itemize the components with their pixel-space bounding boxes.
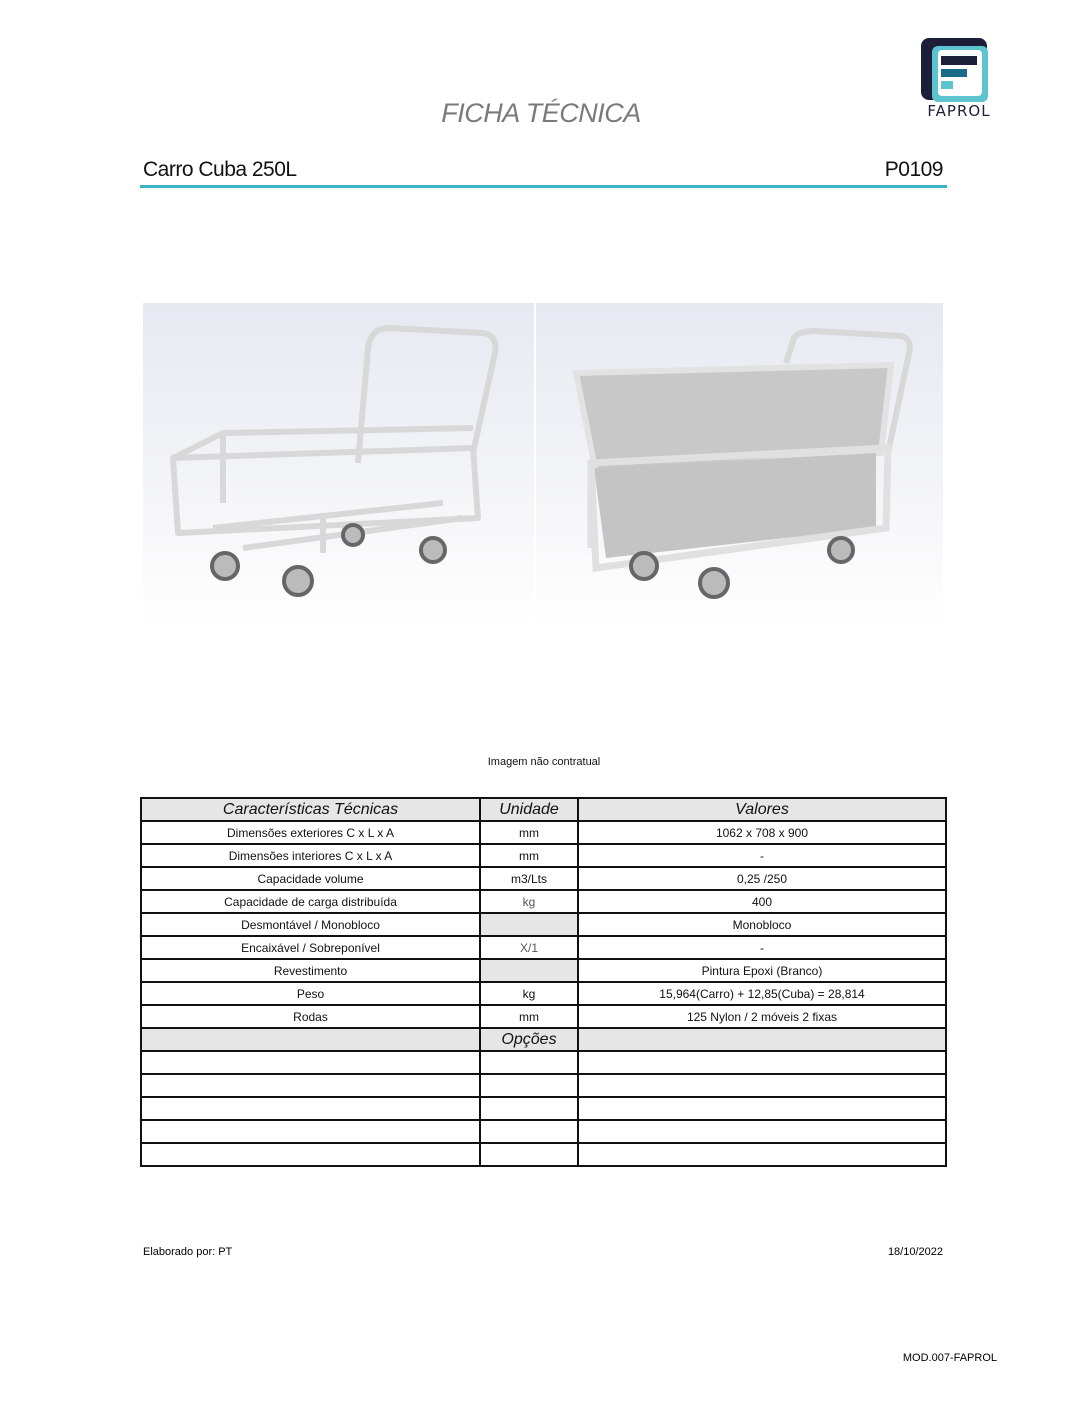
header-unit: Unidade	[480, 798, 578, 821]
empty-cell	[480, 1143, 578, 1166]
title-divider	[140, 185, 947, 188]
table-row	[141, 982, 946, 1005]
header-characteristics: Características Técnicas	[141, 798, 480, 821]
row-value: 125 Nylon / 2 móveis 2 fixas	[578, 1005, 946, 1028]
product-name: Carro Cuba 250L	[143, 158, 297, 181]
row-label: Capacidade volume	[141, 867, 480, 890]
options-header-row	[141, 1028, 946, 1051]
empty-cell	[480, 1097, 578, 1120]
row-value: 0,25 /250	[578, 867, 946, 890]
row-unit	[480, 913, 578, 936]
row-unit: kg	[480, 890, 578, 913]
row-value: 15,964(Carro) + 12,85(Cuba) = 28,814	[578, 982, 946, 1005]
row-unit: X/1	[480, 936, 578, 959]
row-label: Dimensões interiores C x L x A	[141, 844, 480, 867]
empty-cell	[480, 1074, 578, 1097]
row-label: Revestimento	[141, 959, 480, 982]
document-title: FICHA TÉCNICA	[441, 98, 641, 128]
options-blank-cell	[578, 1028, 946, 1051]
cart-frame-image	[143, 303, 534, 623]
table-row	[141, 821, 946, 844]
empty-row	[141, 1051, 946, 1074]
row-label: Peso	[141, 982, 480, 1005]
empty-cell	[578, 1143, 946, 1166]
table-row	[141, 959, 946, 982]
empty-cell	[578, 1074, 946, 1097]
row-unit	[480, 959, 578, 982]
empty-cell	[141, 1051, 480, 1074]
image-caption: Imagem não contratual	[487, 756, 601, 768]
cart-with-tub-image	[536, 303, 943, 623]
row-unit: kg	[480, 982, 578, 1005]
row-value: Monobloco	[578, 913, 946, 936]
row-label: Dimensões exteriores C x L x A	[141, 821, 480, 844]
empty-row	[141, 1120, 946, 1143]
table-header-row	[141, 798, 946, 821]
empty-cell	[141, 1097, 480, 1120]
row-label: Rodas	[141, 1005, 480, 1028]
empty-cell	[141, 1120, 480, 1143]
specs-table	[140, 797, 947, 1167]
prepared-by: Elaborado por: PT	[143, 1246, 233, 1258]
header-values: Valores	[578, 798, 946, 821]
document-date: 18/10/2022	[887, 1246, 943, 1258]
row-value: -	[578, 936, 946, 959]
empty-cell	[578, 1097, 946, 1120]
table-row	[141, 936, 946, 959]
row-unit: mm	[480, 844, 578, 867]
svg-text:FAPROL: FAPROL	[927, 102, 991, 120]
empty-cell	[578, 1051, 946, 1074]
product-code: P0109	[884, 158, 943, 181]
empty-cell	[480, 1120, 578, 1143]
row-unit: mm	[480, 821, 578, 844]
empty-row	[141, 1143, 946, 1166]
row-label: Encaixável / Sobreponível	[141, 936, 480, 959]
empty-row	[141, 1074, 946, 1097]
row-label: Capacidade de carga distribuída	[141, 890, 480, 913]
row-unit: mm	[480, 1005, 578, 1028]
empty-cell	[141, 1143, 480, 1166]
empty-cell	[480, 1051, 578, 1074]
empty-row	[141, 1097, 946, 1120]
options-blank-cell	[141, 1028, 480, 1051]
table-row	[141, 867, 946, 890]
row-unit: m3/Lts	[480, 867, 578, 890]
options-header: Opções	[480, 1028, 578, 1051]
table-row	[141, 890, 946, 913]
row-value: 1062 x 708 x 900	[578, 821, 946, 844]
row-value: 400	[578, 890, 946, 913]
table-row	[141, 844, 946, 867]
form-code: MOD.007-FAPROL	[902, 1352, 997, 1364]
table-row	[141, 913, 946, 936]
row-value: -	[578, 844, 946, 867]
empty-cell	[578, 1120, 946, 1143]
row-label: Desmontável / Monobloco	[141, 913, 480, 936]
row-value: Pintura Epoxi (Branco)	[578, 959, 946, 982]
empty-cell	[141, 1074, 480, 1097]
table-row	[141, 1005, 946, 1028]
